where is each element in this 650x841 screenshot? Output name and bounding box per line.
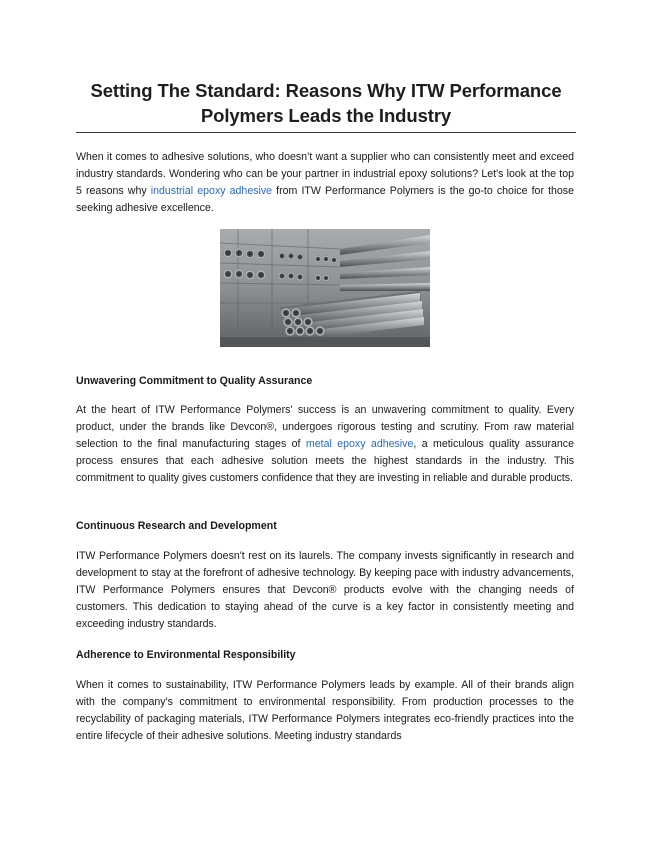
title-line-2: Polymers Leads the Industry	[200, 105, 452, 126]
title-divider	[76, 132, 576, 133]
page-title	[76, 78, 576, 128]
section-heading-research: Continuous Research and Development	[76, 520, 277, 532]
quality-text-start: At the heart of ITW Performance Polymers' success is an unwavering commitment to quality. Every product, under the brands like Devcon®, undergoes rigorous testing and scrutiny. From raw material selection to the final manufacturing stages of	[76, 404, 574, 450]
quality-text-end: , a meticulous quality assurance process ensures that each adhesive solution meets the highest standards in the industry. This commitment to quality gives customers confidence that they are investing in reliable and durable products.	[76, 438, 574, 484]
intro-paragraph	[76, 149, 574, 217]
section-paragraph-environment: When it comes to sustainability, ITW Performance Polymers leads by example. All of their brands align with the company's commitment to environmental responsibility. From production processes to the recyclability of packaging materials, ITW Performance Polymers integrates eco-friendly practices into the entire lifecycle of their adhesive solutions. Meeting industry standards	[76, 679, 574, 742]
section-heading-quality: Unwavering Commitment to Quality Assurance	[76, 375, 313, 387]
metal-epoxy-adhesive-link[interactable]: metal epoxy adhesive	[305, 438, 414, 450]
title-line-1: Setting The Standard: Reasons Why ITW Performance	[90, 80, 562, 101]
metal-pipes-warehouse-photo	[220, 229, 430, 347]
section-paragraph-research: ITW Performance Polymers doesn't rest on its laurels. The company invests significantly in research and development to stay at the forefront of adhesive technology. By keeping pace with industry advancements, ITW Performance Polymers ensures that Devcon® products evolve with the changing needs of customers. This dedication to staying ahead of the curve is a key factor in consistently meeting and exceeding industry standards.	[76, 550, 575, 630]
industrial-epoxy-adhesive-link[interactable]: industrial epoxy adhesive	[150, 185, 273, 197]
section-paragraph-quality	[76, 402, 574, 487]
intro-text-end: from ITW Performance Polymers is the go-to choice for those seeking adhesive excellence.	[76, 185, 574, 214]
intro-text-start: When it comes to adhesive solutions, who doesn’t want a supplier who can consistently meet and exceed industry standards. Wondering who can be your partner in industrial epoxy solutions? Let's look at the top 5 reasons why	[76, 151, 574, 197]
section-heading-environment: Adherence to Environmental Responsibility	[76, 649, 296, 661]
